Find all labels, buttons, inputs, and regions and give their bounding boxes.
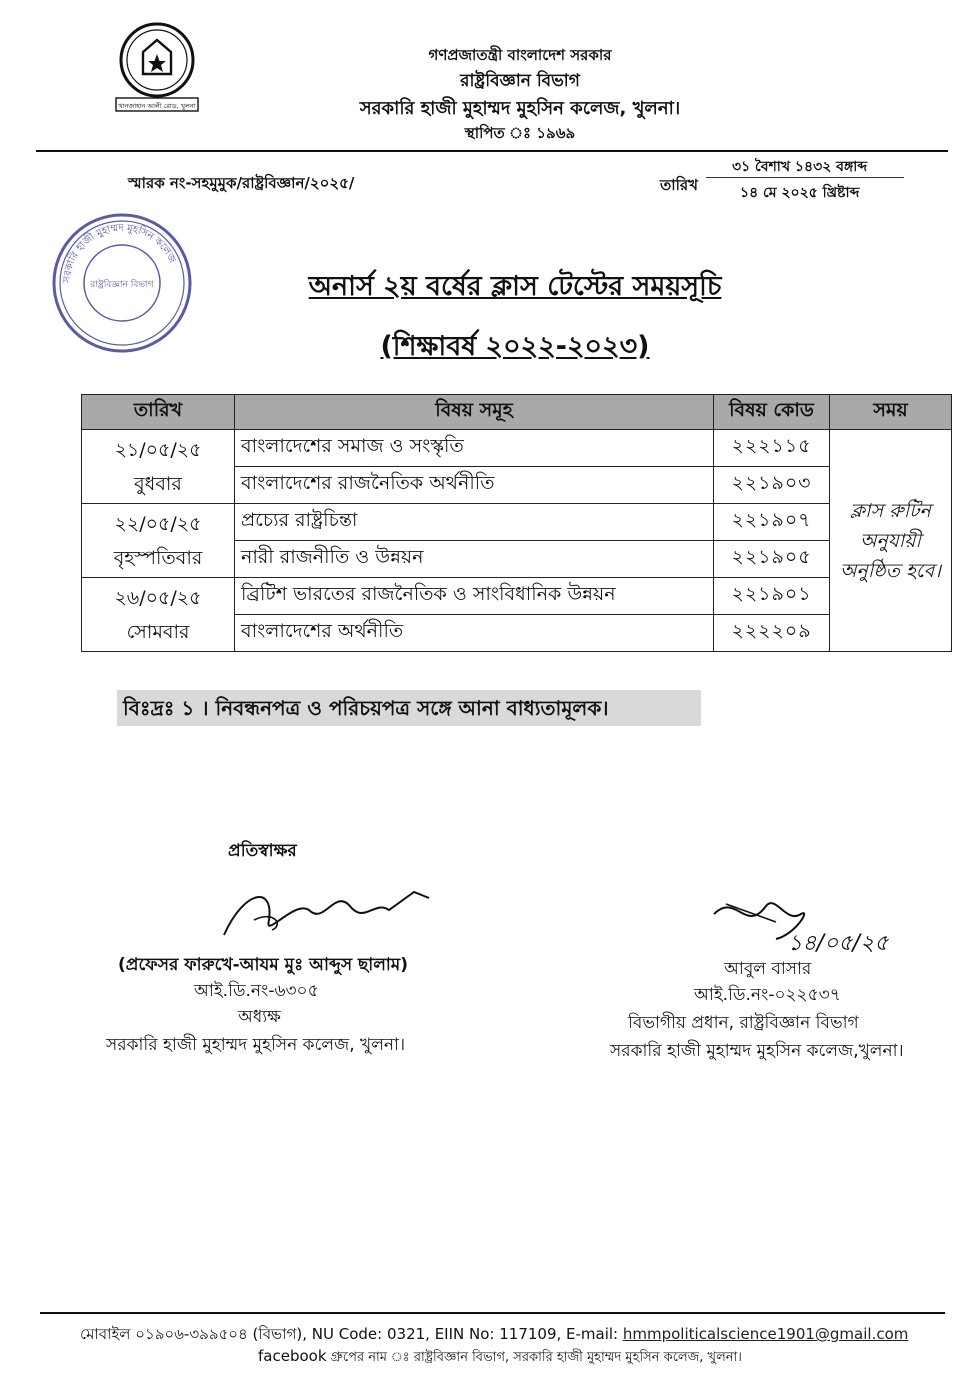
department-name: রাষ্ট্রবিজ্ঞান বিভাগ: [460, 71, 580, 91]
header-date: তারিখ: [82, 395, 235, 430]
college-name: সরকারি হাজী মুহাম্মদ মুহসিন কলেজ, খুলনা।: [359, 98, 681, 119]
stamp-inner-text: রাষ্ট্রবিজ্ঞান বিভাগ: [90, 280, 154, 290]
header-time: সময়: [830, 395, 952, 430]
government-name: গণপ্রজাতন্ত্রী বাংলাদেশ সরকার: [428, 46, 612, 64]
date-divider: [706, 177, 904, 178]
subject-name: বাংলাদেশের অর্থনীতি: [235, 615, 714, 652]
stamp-ring-text: সরকারি হাজী মুহাম্মদ মুহসিন কলেজ: [61, 222, 178, 284]
principal-id: আই.ডি.নং-৬৩০৫: [194, 981, 319, 1001]
subject-name: ব্রিটিশ ভারতের রাজনৈতিক ও সাংবিধানিক উন্নয়ন: [235, 578, 714, 615]
countersign-label: প্রতিস্বাক্ষর: [228, 841, 297, 861]
date-cell: [82, 430, 235, 504]
facebook-group-text: গ্রুপের নাম ঃ রাষ্ট্রবিজ্ঞান বিভাগ, সরকারি হাজী মুহাম্মদ মুহসিন কলেজ, খুলনা।: [326, 1350, 742, 1365]
facebook-label: facebook: [258, 1347, 327, 1365]
footer-divider: [40, 1312, 945, 1314]
exam-date: ২২/০৫/২৫: [114, 512, 202, 535]
head-designation: বিভাগীয় প্রধান, রাষ্ট্রবিজ্ঞান বিভাগ: [628, 1013, 859, 1033]
subject-code: ২২১৯০৫: [714, 541, 830, 578]
principal-name: (প্রফেসর ফারুখে-আযম মুঃ আব্দুস ছালাম): [118, 955, 409, 975]
footer-contact: [80, 1323, 940, 1348]
date-cell: [82, 578, 235, 652]
principal-signature: [214, 880, 444, 950]
subject-name: নারী রাজনীতি ও উন্নয়ন: [235, 541, 714, 578]
time-note-cell: [830, 430, 952, 652]
principal-institution: সরকারি হাজী মুহাম্মদ মুহসিন কলেজ, খুলনা।: [106, 1035, 406, 1055]
head-institution: সরকারি হাজী মুহাম্মদ মুহসিন কলেজ,খুলনা।: [610, 1041, 904, 1061]
table-header-row: [82, 395, 952, 430]
header-divider: [36, 150, 948, 152]
table-row: [82, 578, 952, 615]
email-link[interactable]: hmmpoliticalscience1901@gmail.com: [622, 1325, 909, 1343]
footer-facebook: [258, 1347, 858, 1369]
head-name: আবুল বাসার: [724, 959, 812, 979]
date-gregorian: ১৪ মে ২০২৫ খ্রিষ্টাব্দ: [740, 185, 860, 201]
svg-text:সরকারি হাজী মুহাম্মদ মুহসিন কল: [62, 223, 178, 284]
principal-designation: অধ্যক্ষ: [238, 1007, 281, 1027]
department-stamp: [48, 208, 196, 358]
time-note-line: অনুযায়ী: [860, 529, 921, 552]
header-subject: বিষয় সমূহ: [235, 395, 714, 430]
page-subtitle: (শিক্ষাবর্ষ ২০২২-২০২৩): [380, 331, 650, 362]
header-code: বিষয় কোড: [714, 395, 830, 430]
date-bengali: ৩১ বৈশাখ ১৪৩২ বঙ্গাব্দ: [732, 159, 868, 175]
exam-schedule-table: [81, 394, 952, 652]
logo-label: খানজাহান আলী রোড, খুলনা: [118, 102, 196, 110]
time-note-line: অনুষ্ঠিত হবে।: [840, 559, 941, 582]
exam-day: সোমবার: [126, 620, 190, 643]
subject-name: বাংলাদেশের রাজনৈতিক অর্থনীতি: [235, 467, 714, 504]
notice-box: বিঃদ্রঃ ১ । নিবন্ধনপত্র ও পরিচয়পত্র সঙ্গে আনা বাধ্যতামূলক।: [117, 690, 701, 726]
exam-date: ২১/০৫/২৫: [114, 438, 202, 461]
exam-day: বুধবার: [134, 472, 182, 495]
footer-contact-text: মোবাইল ০১৯০৬-৩৯৯৫০৪ (বিভাগ), NU Code: 0321, EIIN No: 117109, E-mail:: [80, 1325, 623, 1343]
college-logo: [113, 18, 201, 112]
subject-code: ২২১৯০৩: [714, 467, 830, 504]
subject-name: প্রচ্যের রাষ্ট্রচিন্তা: [235, 504, 714, 541]
established-year: স্থাপিত ঃ ১৯৬৯: [464, 124, 576, 142]
subject-code: ২২১৯০৭: [714, 504, 830, 541]
time-note-line: ক্লাস রুটিন: [850, 499, 931, 522]
page-title: অনার্স ২য় বর্ষের ক্লাস টেস্টের সময়সূচি: [308, 271, 722, 302]
table-row: [82, 430, 952, 467]
table-row: [82, 504, 952, 541]
memo-reference: স্মারক নং-সহমুমুক/রাষ্ট্রবিজ্ঞান/২০২৫/: [128, 174, 355, 192]
subject-name: বাংলাদেশের সমাজ ও সংস্কৃতি: [235, 430, 714, 467]
subject-code: ২২২২০৯: [714, 615, 830, 652]
subject-code: ২২২১১৫: [714, 430, 830, 467]
head-id: আই.ডি.নং-০২২৫৩৭: [694, 985, 841, 1005]
exam-day: বৃহস্পতিবার: [113, 546, 203, 569]
date-cell: [82, 504, 235, 578]
exam-date: ২৬/০৫/২৫: [114, 586, 202, 609]
handwritten-date: ১৪/০৫/২৫: [788, 931, 889, 956]
subject-code: ২২১৯০১: [714, 578, 830, 615]
date-label: তারিখ: [660, 176, 698, 194]
